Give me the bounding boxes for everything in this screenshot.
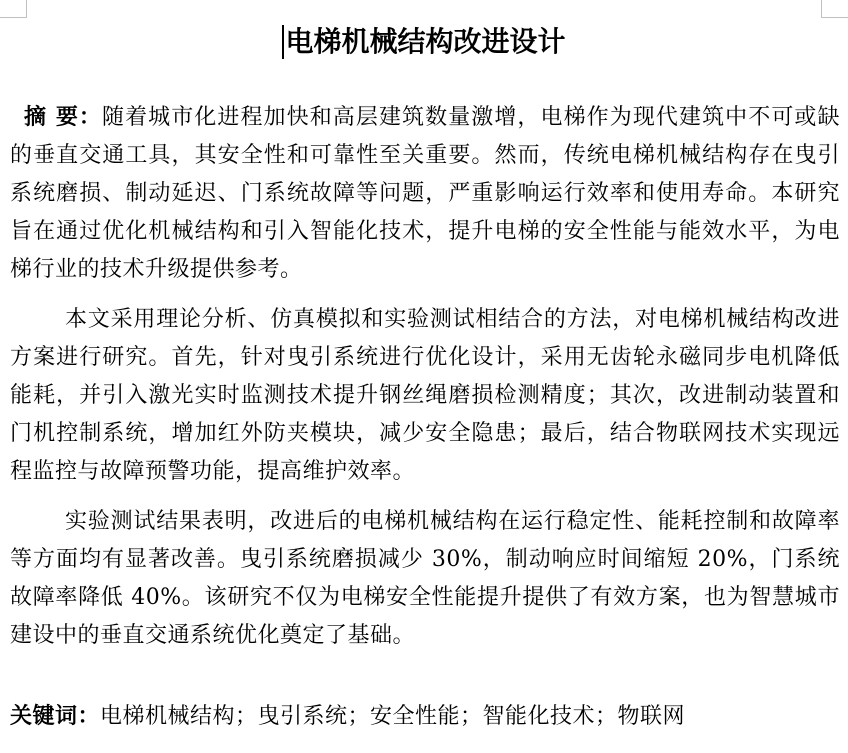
abstract-label: 摘 要：: [24, 104, 102, 130]
abstract-text: 随着城市化进程加快和高层建筑数量激增，电梯作为现代建筑中不可或缺的垂直交通工具，其安全性和可靠性至关重要。然而，传统电梯机械结构存在曳引系统磨损、制动延迟、门系统故障等问题，严重影响运行效率和使用寿命。本研究旨在通过优化机械结构和引入智能化技术，提升电梯的安全性能与能效水平，为电梯行业的技术升级提供参考。: [10, 105, 840, 282]
margin-crop-mark-top-right: [821, 0, 848, 18]
document-body: [10, 98, 840, 736]
keywords-text: 电梯机械结构；曳引系统；安全性能；智能化技术；物联网: [100, 704, 686, 729]
methods-paragraph[interactable]: 本文采用理论分析、仿真模拟和实验测试相结合的方法，对电梯机械结构改进方案进行研究。首先，针对曳引系统进行优化设计，采用无齿轮永磁同步电机降低能耗，并引入激光实时监测技术提升钢丝绳磨损检测精度；其次，改进制动装置和门机控制系统，增加红外防夹模块，减少安全隐患；最后，结合物联网技术实现远程监控与故障预警功能，提高维护效率。: [10, 307, 840, 484]
keywords-line[interactable]: [10, 697, 840, 736]
abstract-paragraph[interactable]: [10, 98, 840, 289]
keywords-label: 关键词：: [10, 703, 101, 729]
margin-crop-mark-top-left: [0, 0, 27, 18]
results-paragraph[interactable]: 实验测试结果表明，改进后的电梯机械结构在运行稳定性、能耗控制和故障率等方面均有显著改善。曳引系统磨损减少 30%，制动响应时间缩短 20%，门系统故障率降低 40%。该研究不仅为电梯安全性能提升提供了有效方案，也为智慧城市建设中的垂直交通系统优化奠定了基础。: [10, 509, 840, 648]
text-cursor-caret: [282, 25, 284, 59]
title-row[interactable]: [0, 20, 848, 62]
document-title: 电梯机械结构改进设计: [285, 24, 566, 58]
